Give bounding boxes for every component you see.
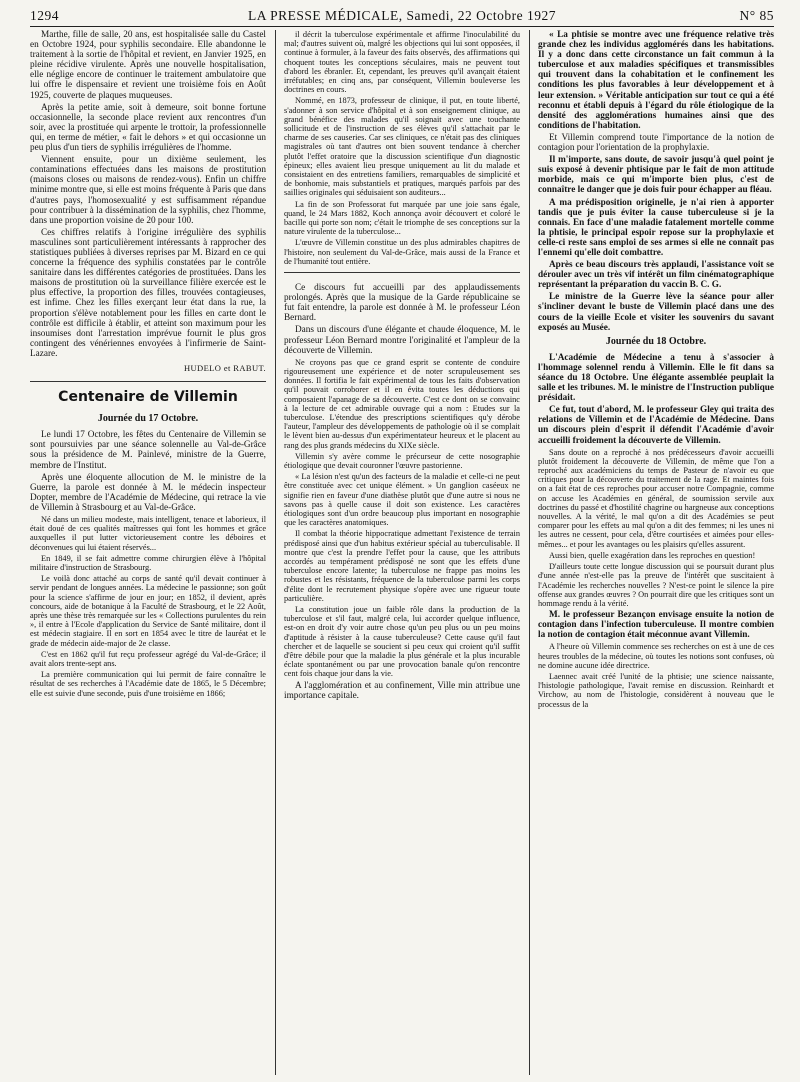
quoted-paragraph: Ne croyons pas que ce grand esprit se contente de conduire rigoureusement une expérience et de noter scrupuleusement ses données. Il fortifia le fait expérimental de tous les faits d'observation qu'il pouvait corroborer et il en évita toutes les déductions qui composaient l'apanage de sa découverte. C'est ce dont on se convainc à la lecture de cet admirable ouvrage qui a nom : Etudes sur la tuberculose. L'étendue des prescriptions scientifiques qu'y dérobe l'auteur, l'ampleur des développements de pathologie où il se complait le lèvent bien au-dessus d'un expérimentateur heureux et le placent au rang des plus grands médecins du XIXe siècle. xyxy=(284,357,520,450)
column-3 xyxy=(538,30,774,1080)
quoted-paragraph: En 1849, il se fait admettre comme chirurgien élève à l'hôpital militaire d'instruction de Strasbourg. xyxy=(30,553,266,573)
subsection-title: Journée du 18 Octobre. xyxy=(605,335,707,347)
paragraph: Le lundi 17 Octobre, les fêtes du Centenaire de Villemin se sont poursuivies par une séance solennelle au Val-de-Grâce sous la présidence de M. Painlevé, ministre de la Guerre, membre de l'Institut. xyxy=(30,430,266,471)
page-number: 1294 xyxy=(30,8,59,23)
column-1 xyxy=(30,30,266,1080)
page-header xyxy=(30,8,774,26)
section-separator xyxy=(30,381,266,382)
column-divider xyxy=(529,30,530,1075)
column-2 xyxy=(284,30,520,1080)
quoted-paragraph: L'œuvre de Villemin constitue un des plus admirables chapitres de l'histoire, non seulement du Val-de-Grâce, mais aussi de la France et de l'humanité tout entière. xyxy=(284,238,520,266)
paragraph: Le ministre de la Guerre lève la séance pour aller s'incliner devant le buste de Villemin placé dans une des cours de la vieille Ecole et visiter les souvenirs du savant exposés au Musée. xyxy=(538,292,774,333)
quoted-paragraph: Villemin s'y avère comme le précurseur de cette nosographie étiologique que devait couronner l'œuvre pastorienne. xyxy=(284,451,520,470)
paragraph: Marthe, fille de salle, 20 ans, est hospitalisée salle du Castel en Octobre 1924, pour syphilis secondaire. Elle abandonne le traitement à la sortie de l'hôpital et revient, en Janvier 1925, en pleine récidive virulente. Après une nouvelle hospitalisation, elle néglige encore de continuer le traitement ambulatoire que lui offre le dispensaire et revient une troisième fois en Août 1925, couverte de plaques muqueuses. xyxy=(30,30,266,101)
quoted-paragraph: A l'heure où Villemin commence ses recherches on est à une de ces heures troubles de la médecine, où toutes les notions sont confuses, où ne domine aucune idée directrice. xyxy=(538,642,774,670)
quoted-paragraph: Aussi bien, quelle exagération dans les reproches en question! xyxy=(549,550,756,560)
paragraph: Après la petite amie, soit à demeure, soit bonne fortune occasionnelle, la seconde place revient aux rencontres d'un soir, avec la prostituée qui arpente le trottoir, la professionnelle qui, en terme de métier, « fait le dehors » et qui occasionne un peu plus d'un tiers de syphilis irrégulières de l'homme. xyxy=(30,102,266,154)
quoted-paragraph: A ma prédisposition originelle, je n'ai rien à apporter tandis que je puis éviter la cause tuberculeuse si je la connais. En face d'une maladie fatalement mortelle comme la phtisie, le principal espoir repose sur la prophylaxie et celle-ci reste sans emploi de ses armes si elle ne connaît pas l'ennemi qu'elle doit combattre. xyxy=(538,197,774,258)
header-rule xyxy=(30,26,774,27)
paragraph: Ce discours fut accueilli par des applaudissements prolongés. Après que la musique de la Garde républicaine se fut fait entendre, la parole est donnée à M. le professeur Léon Bernard. xyxy=(284,283,520,324)
paragraph: Viennent ensuite, pour un dixième seulement, les contaminations effectuées dans les maisons de prostitution (maisons closes ou maisons de rendez-vous). Enfin un chiffre minime montre que, si elle est moins fréquente à Paris que dans d'autres pays, l'homosexualité y est suffisamment répandue pour contribuer à la dissémination de la syphilis, chez l'homme, dans une proportion voisine de 20 pour 100. xyxy=(30,155,266,226)
paragraph: Et Villemin comprend toute l'importance de la notion de contagion pour l'orientation de la prophylaxie. xyxy=(538,132,774,154)
quoted-paragraph: Il combat la théorie hippocratique admettant l'existence de terrain prédisposé ainsi que d'un habitus extérieur spécial au tuberculisable. Il montre que c'est la prendre l'effet pour la cause, que les attributs accordés au tempérament prédisposé ne sont que les effets d'une tuberculose encore latente; la tuberculose ne frappe pas moins les robustes et les résistants, fréquence de la tuberculose parmi les corps d'élite dont le recrutement physique s'opère avec une rigueur toute particulière. xyxy=(284,529,520,603)
quoted-paragraph: Sans doute on a reproché à nos prédécesseurs d'avoir accueilli plutôt froidement la découverte de Villemin, de même que l'on a reproché aux académiciens du temps de Pasteur de n'avoir eu que critiques pour la découverte du traitement de la rage. Et maintes fois on a fait état de ces reproches pour accuser notre Compagnie, comme on accuse les Académies en général, de soumission servile aux doctrines du passé et d'hostilité chagrine ou hargneuse aux conceptions nouvelles. A la vérité, le mal qu'on a dit des Académies se peut comparer pour les effets au mal qu'on a dit des femmes; ni les unes ni les autres ne cessent, pour cela, d'être courtisées et aimées pour elles-mêmes... et pour les avantages ou les plaisirs qu'elles assurent. xyxy=(538,447,774,549)
signature: HUDELO et RABUT. xyxy=(183,363,266,373)
quoted-paragraph: La première communication qui lui permit de faire connaître le résultat de ses recherches à l'Académie date de 1865, le 5 Décembre; elle est suivie d'une seconde, puis d'une troisième en 1866; xyxy=(30,670,266,698)
column-divider xyxy=(275,30,276,1075)
paragraph: L'Académie de Médecine a tenu à s'associer à l'hommage solennel rendu à Villemin. Elle le fit dans sa séance du 18 Octobre. Une élégante assemblée peuplait la salle et les tribunes. M. le ministre de l'Instruction publique présidait. xyxy=(538,352,774,404)
journal-title: LA PRESSE MÉDICALE, Samedi, 22 Octobre 1927 xyxy=(248,8,556,23)
paragraph: A l'agglomération et au confinement, Ville min attribue une importance capitale. xyxy=(284,680,520,701)
quoted-paragraph: Né dans un milieu modeste, mais intelligent, tenace et laborieux, il était doué de ces qualités maîtresses qui font les hommes et grâce auxquelles il put lutter victorieusement contre les déboires et déconvenues qui lui étaient réservés... xyxy=(30,515,266,552)
paragraph: M. le professeur Bezançon envisage ensuite la notion de contagion dans l'infection tuberculeuse. Il montre combien la notion de contagion était méconnue avant Villemin. xyxy=(538,610,774,641)
paragraph: Ce fut, tout d'abord, M. le professeur Gley qui traita des relations de Villemin et de l'Académie de Médecine. Dans un discours plein d'esprit il défendit l'Académie d'avoir accueilli froidement la découverte de Villemin. xyxy=(538,405,774,446)
paragraph: Après une éloquente allocution de M. le ministre de la Guerre, la parole est donnée à M. le médecin inspecteur Dopter, membre de l'Académie de Médecine, qui retrace la vie de Villemin à Strasbourg et au Val-de-Grâce. xyxy=(30,472,266,513)
quoted-paragraph: « La lésion n'est qu'un des facteurs de la maladie et celle-ci ne peut être constituée avec cet unique élément. » Un ganglion caséeux ne signifie rien en faveur d'une diathèse plutôt que d'une autre si nous ne savons pas à quelle cause il doit son existence. Les caractères étiologiques sont d'un ordre beaucoup plus important en nosographie que les caractères anatomiques. xyxy=(284,472,520,528)
paragraph: Dans un discours d'une élégante et chaude éloquence, M. le professeur Léon Bernard montre l'originalité et l'ampleur de la découverte de Villemin. xyxy=(284,325,520,356)
paragraph: Après ce beau discours très applaudi, l'assistance voit se dérouler avec un très vif intérêt un film cinématographique représentant la préparation du vaccin B. C. G. xyxy=(538,260,774,291)
issue-number: N° 85 xyxy=(739,8,774,23)
quoted-paragraph: Laennec avait créé l'unité de la phtisie; une science naissante, l'histologie pathologique, l'avait remise en discussion. Reinhardt et Virchow, au nom de l'histologie, considèrent à nouveau que le processus de la xyxy=(538,672,774,709)
section-separator xyxy=(284,272,520,273)
quoted-paragraph: La constitution joue un faible rôle dans la production de la tuberculose et s'il faut, malgré cela, lui accorder quelque influence, est-on en droit d'y voir autre chose qu'un peu plus ou un peu moins d'aptitude à résister à la cause tuberculeuse? Cette cause qu'il faut chercher et de laquelle se soucient si peu ceux qui croient qu'il suffit d'être débile pour que la maladie la plus générale et la plus incurable éclate spontanément ou par une provocation banale qu'on rencontre cent fois chaque jour dans la vie. xyxy=(284,605,520,679)
quoted-paragraph: « La phtisie se montre avec une fréquence relative très grande chez les individus agglomérés dans les habitations. Il y a donc dans cette circonstance un fait commun à la tuberculose et aux maladies spécifiques et transmissibles qui trouvent dans la cohabitation et le confinement les conditions les plus favorables à leur développement et à leur extension. » Véritable anticipation sur tout ce qui a été reconnu et établi depuis à l'égard du rôle étiologique de la densité des agglomérations humaines ainsi que des conditions de l'habitation. xyxy=(538,30,774,131)
quoted-paragraph: C'est en 1862 qu'il fut reçu professeur agrégé du Val-de-Grâce; il avait alors trente-sept ans. xyxy=(30,649,266,669)
quoted-paragraph: La fin de son Professorat fut marquée par une joie sans égale, quand, le 24 Mars 1882, Koch annonça avoir découvert et coloré le bacille qui porte son nom; c'était le triomphe de ses conceptions sur la nature virulente de la tuberculose... xyxy=(284,199,520,237)
paragraph: Ces chiffres relatifs à l'origine irrégulière des syphilis masculines sont particulièrement intéressants à rapprocher des statistiques publiées à diverses reprises par M. Bizard en ce qui concerne la fréquence des syphilis constatées par le contrôle sanitaire dans les différentes catégories de prostituées. Dans les maisons de prostitution où la surveillance filière exercée est le plus effective, la proportion des filles, trouvées contagieuses, est infime. Chez les filles exerçant leur état dans la rue, la proportion s'élève notablement pour les filles en carte dont le contrôle est difficile à établir, et atteint son maximum pour les insoumises dont l'arrestation imprévue fournit le plus gros contingent des vénériennes envoyées à l'infirmerie de Saint-Lazare. xyxy=(30,227,266,359)
section-title: Centenaire de Villemin xyxy=(58,389,238,406)
quoted-paragraph: Le voilà donc attaché au corps de santé qu'il devait continuer à servir pendant de longues années. La médecine le passionne; son goût pour la science s'affirme de jour en jour; en 1852, il devient, après concours, aide de botanique à la Faculté de Strasbourg, et le 22 Août, après une thèse très remarquée sur les « Collections purulentes du rein », il entre à l'Ecole d'application du Service de Santé militaire, dont il est médecin stagiaire. Il en sort en 1854 avec le titre de lauréat et le grade de médecin aide-major de 2e classe. xyxy=(30,574,266,648)
subsection-title: Journée du 17 Octobre. xyxy=(97,413,199,425)
quoted-paragraph: il décrit la tuberculose expérimentale et affirme l'inoculabilité du mal; d'autres suivent où, malgré les objections qui lui sont opposées, il continue à formuler, à la faveur des faits observés, des affirmations qui choquent toutes les conceptions séculaires, mais ne peuvent tout d'abord les ébranler. Et, cependant, les preuves qu'il avançait étaient irréfutables; en cinq ans, par conséquent, Villemin bouleverse les doctrines en cours. xyxy=(284,30,520,95)
quoted-paragraph: Nommé, en 1873, professeur de clinique, il put, en toute liberté, s'adonner à son service d'hôpital et à son enseignement clinique, au grand bénéfice des malades qu'il soignait avec une touchante sollicitude et de l'instruction de ses élèves qu'il s'attachait par le charme de ses causeries. Car ses cliniques, ce n'était pas des cliniques magistrales où tant d'autres ont bien souvent tendance à chercher plutôt l'effet oratoire que la discussion scientifique d'un diagnostic épineux; elles avaient lieu presque uniquement au lit du malade et consistaient en des entretiens familiers, remarquables de simplicité et de bonhomie, mais substantiels et pratiques, marqués parfois par des saillies originales qui séduisaient son auditeurs... xyxy=(284,96,520,198)
quoted-paragraph: Il m'importe, sans doute, de savoir jusqu'à quel point je suis exposé à devenir phtisique par le fait de mon attitude morbide, mais ce qui m'importe bien plus, c'est de connaître le danger que je dois fuir pour échapper au fléau. xyxy=(538,155,774,196)
quoted-paragraph: D'ailleurs toute cette longue discussion qui se poursuit durant plus d'une année n'est-elle pas la preuve de l'intérêt que suscitaient à l'Académie les recherches nouvelles ? N'est-ce point le silence la pire offense aux grandes œuvres ? On pourrait dire que les critiques sont un hommage rendu à la vérité. xyxy=(538,562,774,608)
